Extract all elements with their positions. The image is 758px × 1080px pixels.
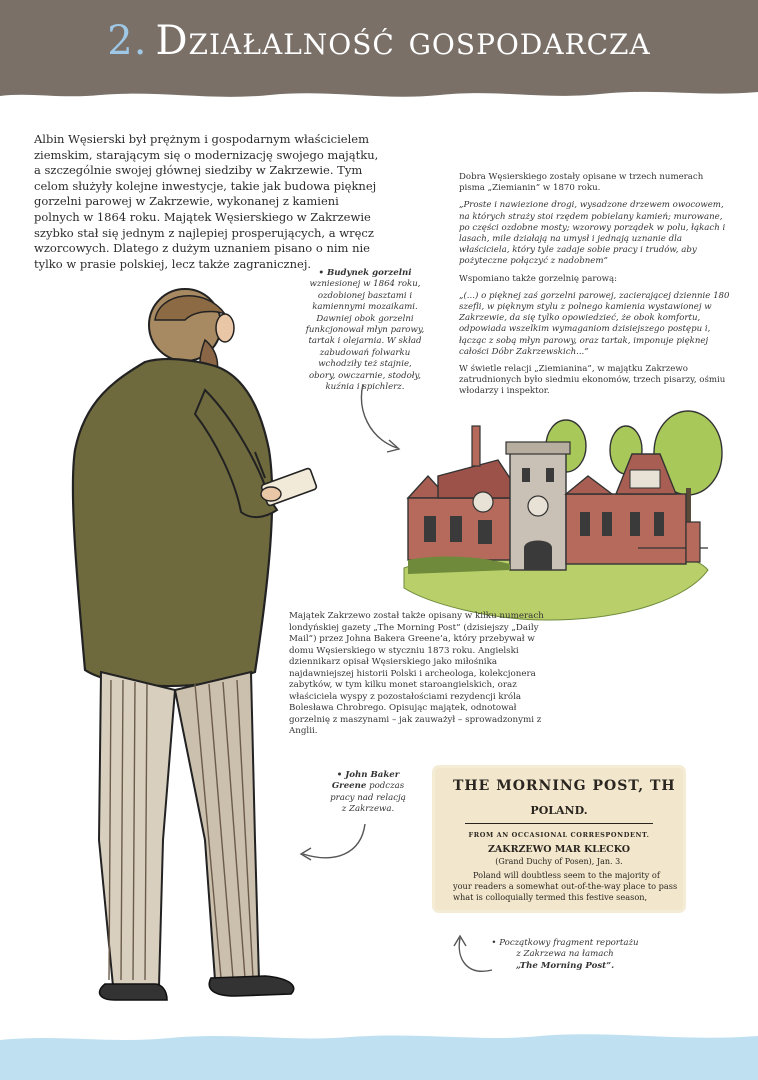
clipping-caption <box>490 938 640 972</box>
newspaper-clipping <box>425 760 693 918</box>
clipping-place: ZAKRZEWO MAR KLECKO <box>488 844 630 855</box>
clipping-dateline: (Grand Duchy of Posen), Jan. 3. <box>495 857 623 866</box>
clipping-paper <box>435 768 683 910</box>
arrow-to-clipping <box>448 930 498 980</box>
arrow-to-greene <box>295 820 375 870</box>
morning-post-text: Majątek Zakrzewo został także opisany w kilku numerach londyńskiej gazety „The Morning Post” (dzisiejszy „Daily Mail”) przez Johna Bakera Greene’a, który przebywał w domu Węsierskiego w styczniu 1873 roku. Angielski dziennikarz opisał Węsierskiego jako miłośnika najdawniejszej historii Polski i archeologa, kolekcjonera zabytków, w tym kilku monet staroangielskich, oraz właściciela wyspy z pozostałościami rezydencji króla Bolesława Chrobrego. Opisując majątek, odnotował gorzelnię z maszynami – jak zauważył – sprowadzonymi z Anglii. <box>289 611 544 736</box>
distillery-illustration <box>398 398 728 626</box>
distillery-lead: Wspomiano także gorzelnię parową: <box>459 273 618 284</box>
page-title <box>0 18 758 64</box>
ziemianin-staff: W świetle relacji „Ziemianina”, w majątku Zakrzewo zatrudnionych było siedmiu ekonomów, trzech pisarzy, ośmiu włodarzy i inspektor. <box>459 364 726 397</box>
building-caption-title: • Budynek gorzelni <box>318 268 412 278</box>
clipping-body: Poland will doubtless seem to the majority of your readers a somewhat out-of-the-way place to pass what is colloquially termed this festive season, <box>453 870 678 902</box>
intro-paragraph <box>34 132 379 272</box>
greene-caption-text: podczas pracy nad relacją z Zakrzewa. <box>330 781 406 815</box>
ziemianin-quote-1: „Proste i nawiezione drogi, wysadzone drzewem owocowem, na których straży stoi rzędem pobielany kamień; murowane, po części ozdobne mosty; wzorowy porządek w polu, łąkach i lasach, mile działają na umysł i jednają uznanie dla właściciela, który tyle zadaje sobie pracy i trudów, aby pożyteczne połączyć z nadobnem” <box>459 200 726 267</box>
clipping-section: POLAND. <box>530 804 588 817</box>
clipping-masthead: THE MORNING POST, TH <box>453 778 676 794</box>
greene-caption <box>330 770 406 816</box>
building-caption-text: wzniesionej w 1864 roku, ozdobionej basztami i kamiennymi mozaikami. Dawniej obok gorzelni funkcjonował młyn parowy, tartak i olejarnia. W skład zabudowań folwarku wchodziły też stajnie, obory, owczarnie, stodoły, kuźnia i spichlerz. <box>305 279 425 393</box>
footer-wave <box>0 1030 758 1080</box>
greene-caption-title: • John Baker Greene <box>331 770 400 792</box>
section-title: Działalność gospodarcza <box>155 18 651 64</box>
john-baker-greene-illustration <box>55 280 325 1010</box>
morning-post-paragraph <box>289 611 554 738</box>
clipping-caption-title: „The Morning Post”. <box>515 960 615 971</box>
ziemianin-quote-2: „(...) o pięknej zaś gorzelni parowej, zacierającej dziennie 180 szefli, w pięknym stylu z polnego kamienia wystawionej w Zakrzewie, da się tylko opowiedzieć, że obok komfortu, odpowiada wszelkim wymaganiom dzisiejszego postępu i, łącząc z sobą młyn parowy, oraz tartak, imponuje pięknej całości Dóbr Zakrzewskich...” <box>459 290 730 357</box>
clipping-caption-text: • Początkowy fragment reportażu z Zakrzewa na łamach <box>491 938 639 960</box>
ziemianin-intro: Dobra Węsierskiego zostały opisane w trzech numerach pisma „Ziemianin” w 1870 roku. <box>459 172 704 194</box>
page-header <box>0 0 758 100</box>
clipping-correspondent: FROM AN OCCASIONAL CORRESPONDENT. <box>468 831 650 839</box>
ziemianin-column <box>459 172 731 404</box>
section-number: 2. <box>107 18 148 64</box>
clipping-divider <box>465 823 653 824</box>
intro-text: Albin Węsierski był prężnym i gospodarnym właścicielem ziemskim, starającym się o modernizację swojego majątku, a szczególnie swojej głównej siedziby w Zakrzewie. Tym celom służyły kolejne inwestycje, takie jak budowa pięknej gorzelni parowej w Zakrzewie, wykonanej z kamieni polnych w 1864 roku. Majątek Węsierskiego w Zakrzewie szybko stał się jednym z najlepiej prosperujących, a wręcz wzorcowych. Dlatego z dużym uznaniem pisano o nim nie tylko w prasie polskiej, lecz także zagranicznej. <box>34 132 379 271</box>
